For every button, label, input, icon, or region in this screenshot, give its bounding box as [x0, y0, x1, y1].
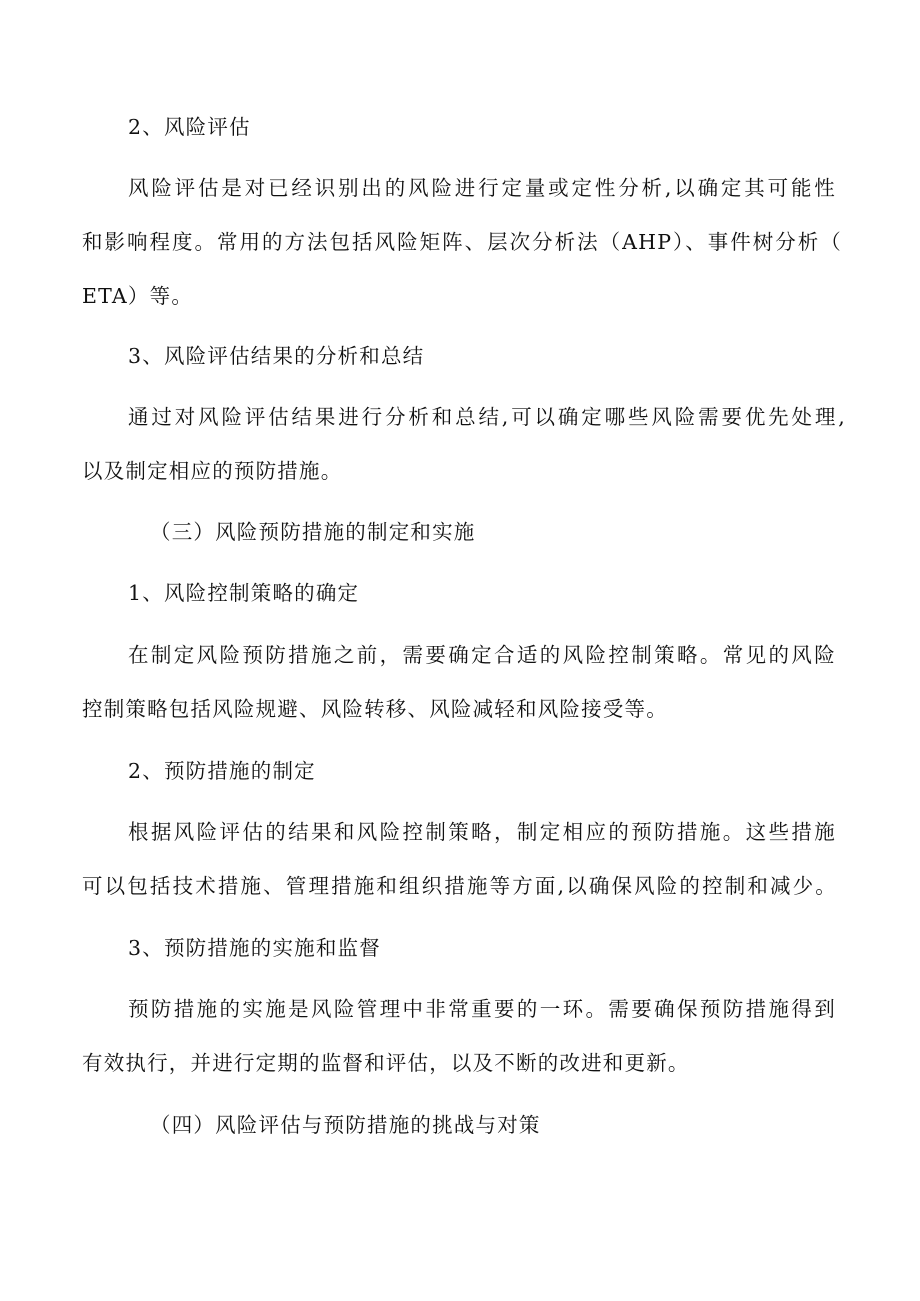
paragraph-line: 通过对风险评估结果进行分析和总结,可以确定哪些风险需要优先处理, — [128, 405, 846, 429]
paragraph-line: 风险评估是对已经识别出的风险进行定量或定性分析,以确定其可能性 — [128, 176, 836, 200]
heading-measure-formulation: 2、预防措施的制定 — [128, 759, 316, 783]
paragraph-line: 在制定风险预防措施之前，需要确定合适的风险控制策略。常见的风险 — [128, 643, 836, 667]
paragraph-line: 和影响程度。常用的方法包括风险矩阵、层次分析法（AHP）、事件树分析（ — [82, 230, 842, 254]
paragraph-line: 预防措施的实施是风险管理中非常重要的一环。需要确保预防措施得到 — [128, 997, 836, 1021]
paragraph-line: ETA）等。 — [82, 284, 194, 308]
heading-risk-assessment: 2、风险评估 — [128, 115, 251, 139]
paragraph-line: 控制策略包括风险规避、风险转移、风险减轻和风险接受等。 — [82, 697, 668, 721]
paragraph-line: 根据风险评估的结果和风险控制策略，制定相应的预防措施。这些措施 — [128, 820, 836, 844]
heading-control-strategy: 1、风险控制策略的确定 — [128, 581, 360, 605]
paragraph-line: 可以包括技术措施、管理措施和组织措施等方面,以确保风险的控制和减少。 — [82, 874, 837, 898]
heading-implementation: 3、预防措施的实施和监督 — [128, 936, 381, 960]
paragraph-line: 有效执行，并进行定期的监督和评估，以及不断的改进和更新。 — [82, 1051, 690, 1075]
heading-result-analysis: 3、风险评估结果的分析和总结 — [128, 344, 425, 368]
section-heading-three: （三）风险预防措施的制定和实施 — [150, 520, 476, 544]
section-heading-four: （四）风险评估与预防措施的挑战与对策 — [150, 1113, 541, 1137]
paragraph-line: 以及制定相应的预防措施。 — [82, 459, 343, 483]
